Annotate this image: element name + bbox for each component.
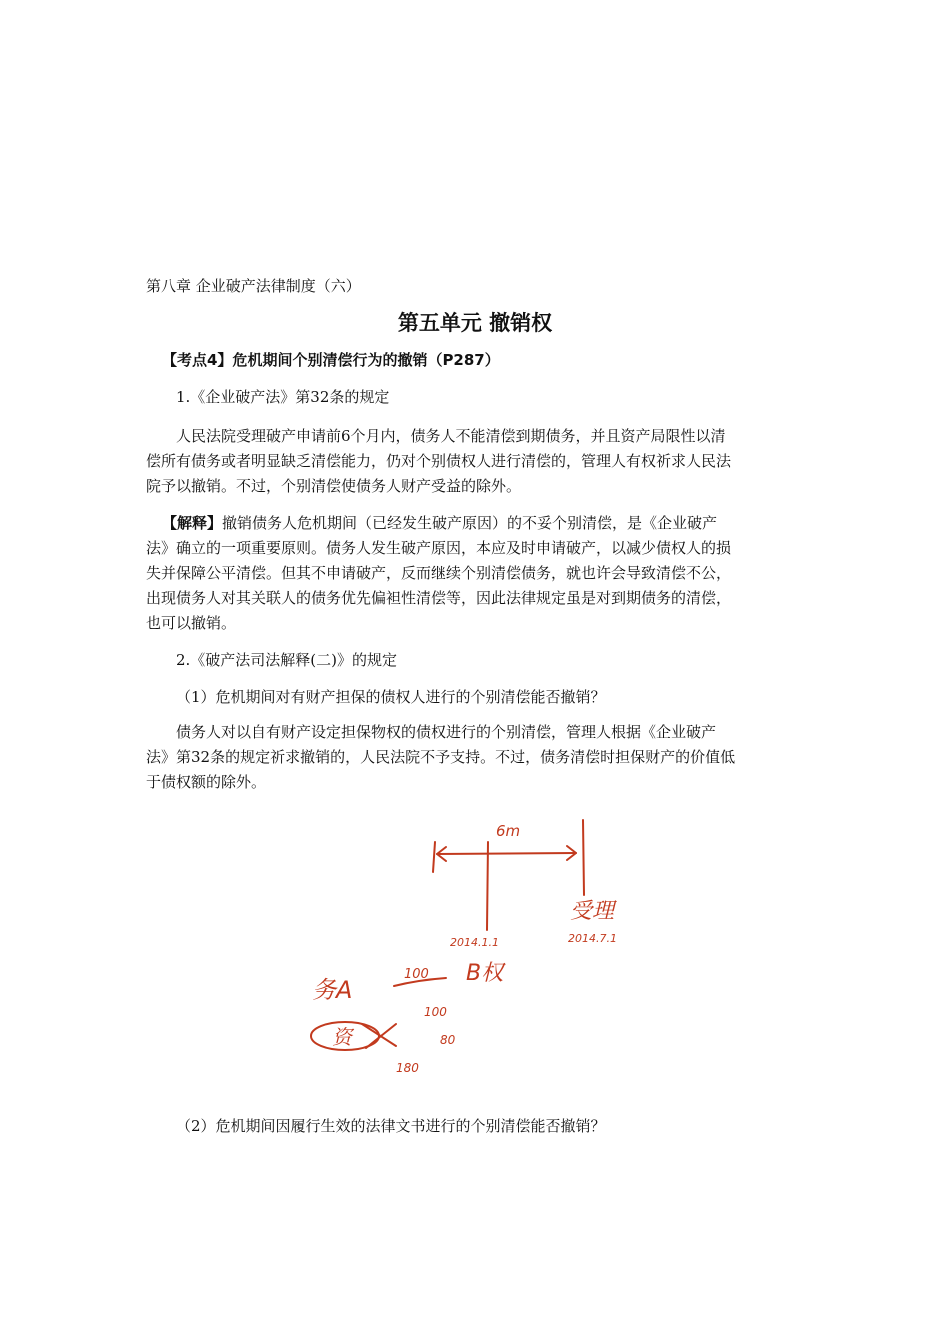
section1-heading: 1.《企业破产法》第32条的规定 xyxy=(176,388,390,406)
sketch-accept-label: 受理 xyxy=(570,899,615,924)
sketch-loan-amount: 100 xyxy=(404,967,429,982)
chapter-heading: 第八章 企业破产法律制度（六） xyxy=(146,277,361,295)
para2-line-3: 于债权额的除外。 xyxy=(146,773,267,791)
sketch-span-label: 6m xyxy=(496,822,521,840)
question-2: （2）危机期间因履行生效的法律文书进行的个别清偿能否撤销？ xyxy=(176,1117,606,1135)
unit-title: 第五单元 撤销权 xyxy=(397,311,553,335)
sketch-date-left: 2014.1.1 xyxy=(450,936,499,949)
exam-point-heading: 【考点4】危机期间个别清偿行为的撤销（P287） xyxy=(162,351,500,369)
sketch-creditor-label: B权 xyxy=(466,961,504,986)
para1-line-3: 院予以撤销。不过，个别清偿使债务人财产受益的除外。 xyxy=(146,477,522,495)
question-1: （1）危机期间对有财产担保的债权人进行的个别清偿能否撤销？ xyxy=(176,688,606,706)
explain-line-4: 出现债务人对其关联人的债务优先偏袒性清偿等，因此法律规定虽是对到期债务的清偿， xyxy=(146,589,732,607)
para1-line-1: 人民法院受理破产申请前6个月内，债务人不能清偿到期债务，并且资产局限性以清 xyxy=(176,427,726,445)
sketch-value-80: 80 xyxy=(440,1033,456,1047)
explain-tag: 【解释】 xyxy=(162,514,223,532)
sketch-span-line xyxy=(437,853,576,854)
sketch-cross-mark xyxy=(362,1024,396,1048)
explain-line-1: 【解释】撤销债务人危机期间（已经发生破产原因）的不妥个别清偿，是《企业破产 xyxy=(162,514,718,532)
sketch-left-tick xyxy=(433,842,435,872)
section2-heading: 2.《破产法司法解释(二)》的规定 xyxy=(176,651,398,669)
sketch-circle-label: 资 xyxy=(332,1025,352,1049)
explain-line-5: 也可以撤销。 xyxy=(146,614,237,632)
explain-line-3: 失并保障公平清偿。但其不申请破产，反而继续个别清偿债务，就也许会导致清偿不公， xyxy=(146,564,732,582)
sketch-value-180: 180 xyxy=(396,1061,419,1075)
para2-line-2: 法》第32条的规定祈求撤销的，人民法院不予支持。不过，债务清偿时担保财产的价值低 xyxy=(146,748,736,766)
sketch-right-line xyxy=(583,820,584,895)
explain-line-2: 法》确立的一项重要原则。债务人发生破产原因，本应及时申请破产，以减少债权人的损 xyxy=(146,539,732,557)
handwritten-sketch xyxy=(300,810,660,1090)
sketch-middle-line xyxy=(487,842,488,930)
sketch-debtor-label: 务A xyxy=(312,976,353,1004)
sketch-value-100: 100 xyxy=(424,1005,447,1019)
sketch-date-right: 2014.7.1 xyxy=(568,932,617,945)
para2-line-1: 债务人对以自有财产设定担保物权的债权进行的个别清偿，管理人根据《企业破产 xyxy=(176,723,717,741)
para1-line-2: 偿所有债务或者明显缺乏清偿能力，仍对个别债权人进行清偿的，管理人有权祈求人民法 xyxy=(146,452,732,470)
